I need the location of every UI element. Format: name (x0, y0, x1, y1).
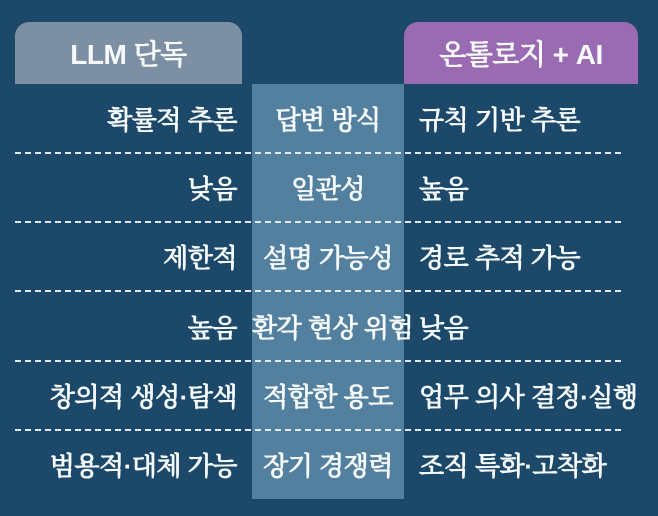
right-column-header (404, 22, 638, 84)
category-label: 답변 방식 (275, 105, 381, 136)
table-row (15, 430, 638, 499)
row-divider (15, 221, 624, 223)
category-label: 적합한 용도 (263, 381, 393, 412)
right-header-label: 온톨로지 + AI (439, 39, 603, 70)
llm-value: 범용적·대체 가능 (49, 450, 237, 481)
ontology-value: 높음 (419, 174, 469, 205)
ontology-value: 낮음 (419, 312, 469, 343)
category-label: 설명 가능성 (263, 243, 393, 274)
row-divider (15, 290, 624, 292)
table-row (15, 361, 638, 430)
ontology-value: 경로 추적 가능 (419, 243, 581, 274)
category-label: 일관성 (291, 174, 365, 205)
llm-value: 창의적 생성·탐색 (49, 381, 237, 412)
row-divider (15, 152, 624, 154)
row-divider (15, 360, 624, 362)
llm-value: 확률적 추론 (107, 105, 237, 136)
ontology-value: 조직 특화·고착화 (419, 450, 607, 481)
category-label: 장기 경쟁력 (263, 450, 393, 481)
table-row (15, 84, 638, 153)
table-row (15, 222, 638, 291)
llm-value: 낮음 (187, 174, 237, 205)
ontology-value: 업무 의사 결정·실행 (419, 381, 638, 412)
table-row (15, 153, 638, 222)
llm-value: 제한적 (163, 243, 237, 274)
llm-value: 높음 (187, 312, 237, 343)
table-row (15, 292, 638, 361)
left-header-label: LLM 단독 (70, 39, 187, 70)
category-label: 환각 현상 위험 (252, 312, 414, 343)
row-divider (15, 429, 624, 431)
ontology-value: 규칙 기반 추론 (419, 105, 581, 136)
left-column-header (15, 22, 242, 84)
